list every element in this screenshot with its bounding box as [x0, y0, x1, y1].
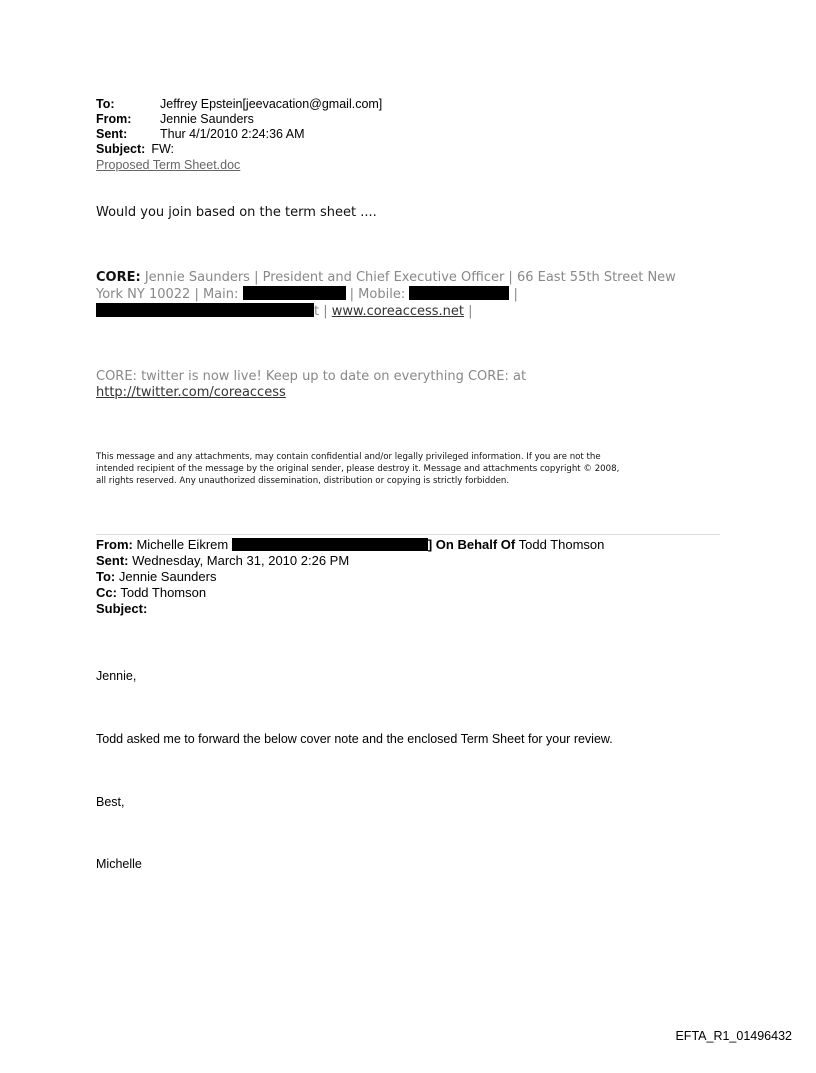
forward-divider — [96, 534, 720, 535]
forwarded-header — [96, 537, 736, 617]
website-link[interactable]: www.coreaccess.net — [331, 304, 465, 319]
subject-value: FW: — [151, 142, 174, 156]
to-row — [96, 97, 382, 112]
signature-line-2 — [96, 286, 736, 303]
fwd-cc-row — [96, 585, 736, 601]
message-paragraph: Todd asked me to forward the below cover note and the enclosed Term Sheet for your review. — [96, 732, 613, 746]
disclaimer-line-3: all rights reserved. Any unauthorized dissemination, distribution or copying is strictly forbidden. — [96, 476, 510, 486]
redaction-mobile-phone — [409, 286, 509, 300]
fwd-from-row — [96, 537, 736, 553]
message-greeting: Jennie, — [96, 669, 137, 683]
subject-label: Subject: — [96, 142, 146, 156]
signature-title: Jennie Saunders | President and Chief Executive Officer | 66 East 55th Street New — [144, 270, 676, 285]
fwd-on-behalf: ] On Behalf Of — [427, 537, 516, 552]
fwd-cc-label: Cc: — [96, 585, 117, 600]
fwd-sent-row — [96, 553, 736, 569]
twitter-text: CORE: twitter is now live! Keep up to date on everything CORE: at — [96, 369, 527, 384]
fwd-subject-row — [96, 601, 736, 617]
signature-sep: | — [513, 287, 518, 302]
redaction-from-email — [232, 538, 428, 551]
message-signoff: Michelle — [96, 857, 142, 871]
document-id: EFTA_R1_01496432 — [675, 1029, 792, 1043]
body-text: Would you join based on the term sheet .... — [96, 205, 377, 220]
from-label: From: — [96, 112, 132, 126]
disclaimer-line-1: This message and any attachments, may contain confidential and/or legally privileged information. If you are not the — [96, 452, 601, 462]
sent-row — [96, 127, 305, 142]
signature-mobile-label: | Mobile: — [349, 287, 406, 302]
fwd-subject-label: Subject: — [96, 601, 148, 616]
fwd-from-value: Michelle Eikrem — [136, 537, 229, 552]
signature-line-1 — [96, 270, 736, 286]
signature-line-3 — [96, 303, 736, 320]
from-value: Jennie Saunders — [160, 112, 254, 126]
fwd-sent-value: Wednesday, March 31, 2010 2:26 PM — [132, 553, 350, 568]
fwd-to-label: To: — [96, 569, 116, 584]
fwd-from-label: From: — [96, 537, 133, 552]
twitter-notice — [96, 369, 526, 401]
disclaimer-line-2: intended recipient of the message by the original sender, please destroy it. Message and attachments copyright © 2008, — [96, 464, 620, 474]
signature-end-sep: | — [468, 304, 473, 319]
signature — [96, 270, 736, 320]
sent-value: Thur 4/1/2010 2:24:36 AM — [160, 127, 305, 141]
fwd-cc-value: Todd Thomson — [120, 585, 207, 600]
to-value: Jeffrey Epstein[jeevacation@gmail.com] — [160, 97, 383, 111]
fwd-sent-label: Sent: — [96, 553, 129, 568]
from-row — [96, 112, 254, 127]
message-closing: Best, — [96, 795, 125, 809]
to-label: To: — [96, 97, 115, 111]
attachment-link[interactable]: Proposed Term Sheet.doc — [96, 158, 241, 172]
signature-address: York NY 10022 | Main: — [96, 287, 239, 302]
fwd-to-row — [96, 569, 736, 585]
disclaimer — [96, 451, 736, 487]
attachment-row — [96, 158, 240, 173]
redaction-main-phone — [243, 286, 346, 300]
fwd-to-value: Jennie Saunders — [118, 569, 217, 584]
sent-label: Sent: — [96, 127, 128, 141]
signature-email-tail: t | — [314, 304, 328, 319]
signature-company: CORE: — [96, 270, 141, 285]
twitter-link[interactable]: http://twitter.com/coreaccess — [96, 385, 286, 400]
subject-row — [96, 142, 174, 157]
redaction-email — [96, 303, 314, 317]
fwd-on-behalf-name: Todd Thomson — [518, 537, 605, 552]
